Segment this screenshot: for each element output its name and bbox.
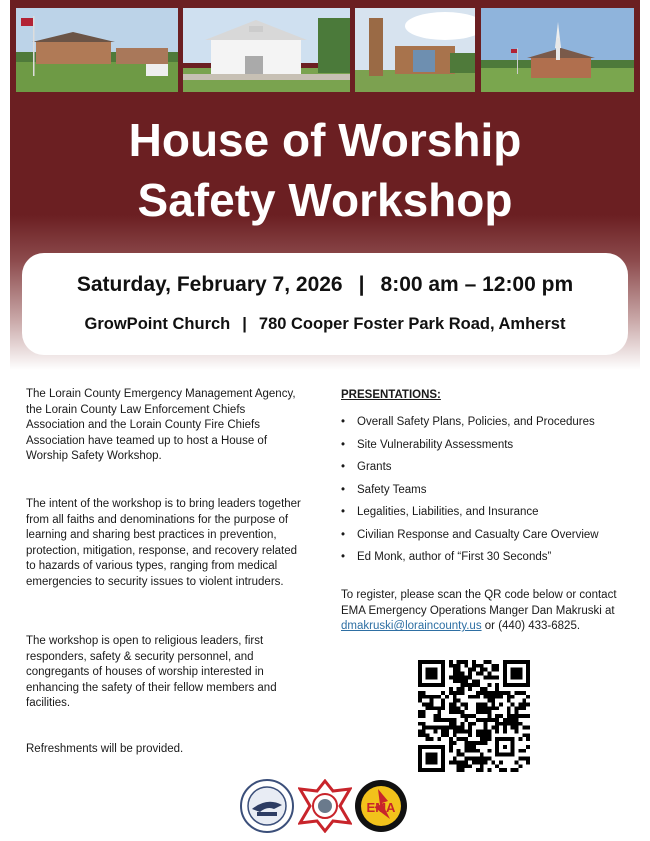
church-photo-strip [16, 8, 634, 92]
presentations-list [341, 411, 631, 569]
church-photo-2 [183, 8, 350, 92]
list-item: • Overall Safety Plans, Policies, and Procedures [341, 411, 631, 434]
event-date: Saturday, February 7, 2026 [76, 273, 343, 296]
church-photo-1 [16, 8, 178, 92]
fire-chiefs-maltese-cross-icon [298, 779, 352, 833]
event-address: 780 Cooper Foster Park Road, Amherst [258, 315, 566, 333]
event-date-time [22, 273, 628, 297]
list-item: • Safety Teams [341, 479, 631, 502]
registration-qr-code[interactable] [418, 660, 530, 772]
church-photo-4 [481, 8, 634, 92]
event-time: 8:00 am – 12:00 pm [380, 273, 574, 296]
ema-logo-text: EMA [366, 800, 396, 815]
registration-text [341, 588, 631, 635]
list-item: • Civilian Response and Casualty Care Overview [341, 524, 631, 547]
separator: | [358, 273, 365, 296]
law-enforcement-chiefs-seal-icon [240, 779, 294, 833]
presentations-heading: PRESENTATIONS: [341, 389, 441, 401]
description-paragraph: The Lorain County Emergency Management Agency, the Lorain County Law Enforcement Chiefs Association and the Lorain County Fire Chiefs Association have teamed up to host a House of Worship Safety Workshop. [26, 388, 296, 463]
registration-text-before: To register, please scan the QR code below or contact EMA Emergency Operations Manger Dan Makruski at [341, 589, 617, 617]
description-paragraph: The workshop is open to religious leaders, first responders, safety & security personnel, and congregants of houses of worship interested in enhancing the safety of their fellow members and facilities. [26, 635, 277, 710]
email-link[interactable]: dmakruski@loraincounty.us [341, 620, 482, 633]
list-item: • Site Vulnerability Assessments [341, 434, 631, 457]
list-item: • Legalities, Liabilities, and Insurance [341, 501, 631, 524]
page-title-line-2: Safety Workshop [137, 174, 513, 226]
list-item: • Grants [341, 456, 631, 479]
partner-logos [240, 779, 410, 835]
description-paragraph: The intent of the workshop is to bring leaders together from all faiths and denominations for the purpose of learning and sharing best practices in prevention, protection, mitigation, response, and recovery related to hazards of various types, ranging from medical emergencies to security issues to violent intruders. [26, 498, 301, 588]
refreshments-note: Refreshments will be provided. [26, 743, 184, 755]
presentations-column [341, 387, 631, 633]
church-photo-3 [355, 8, 475, 92]
registration-text-after: or (440) 433-6825. [481, 620, 581, 633]
page-title-line-1: House of Worship [128, 114, 522, 166]
event-venue: GrowPoint Church [84, 315, 231, 333]
ema-logo-icon [354, 779, 408, 833]
event-location [22, 315, 628, 334]
list-item: • Ed Monk, author of “First 30 Seconds” [341, 546, 631, 569]
separator: | [242, 315, 247, 333]
event-details-box [22, 253, 628, 355]
